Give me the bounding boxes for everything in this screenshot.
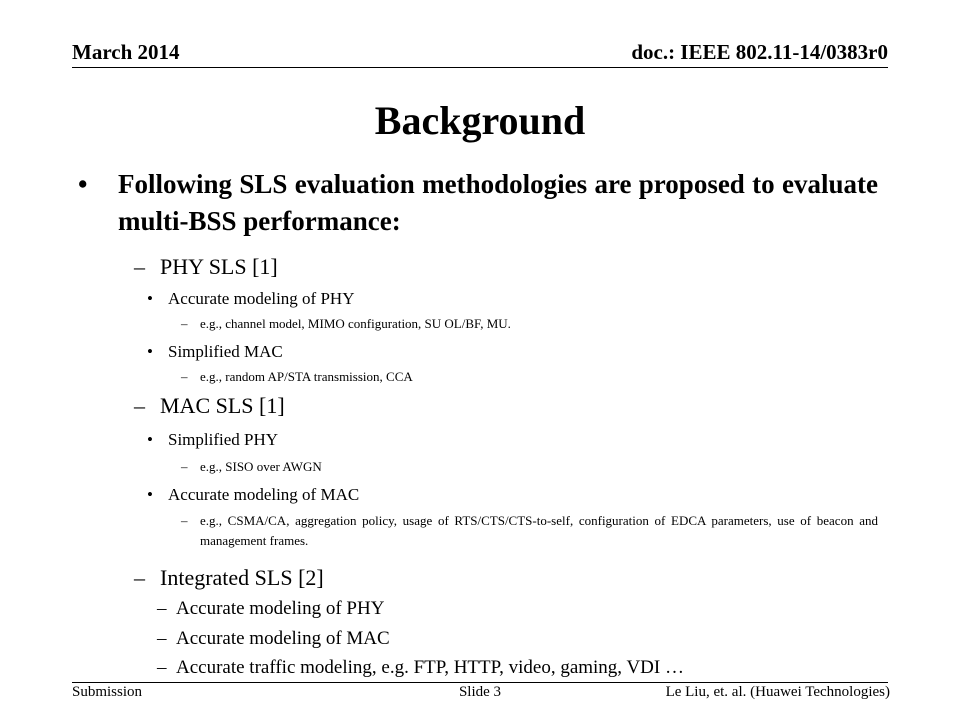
section-heading-text: Integrated SLS [2] [160,565,324,590]
bullet-icon: • [147,342,153,361]
header-doc-number: doc.: IEEE 802.11-14/0383r0 [631,40,888,64]
section-heading-text: PHY SLS [1] [160,254,278,279]
section-point-detail [181,314,878,334]
dash-icon: – [181,316,188,331]
section-item-text: Accurate modeling of MAC [176,628,390,649]
section-point-detail-text: e.g., SISO over AWGN [200,459,322,474]
section-point-text: Accurate modeling of PHY [168,289,355,308]
section-item-text: Accurate modeling of PHY [176,598,385,619]
section-point [147,429,279,451]
footer-divider [72,682,888,683]
section-heading-integrated-sls [134,564,324,592]
section-point-text: Accurate modeling of MAC [168,485,360,504]
section-point-detail-text: e.g., CSMA/CA, aggregation policy, usage of RTS/CTS/CTS-to-self, configuration of EDCA parameters, use of beacon and management frames. [200,513,878,548]
section-item-text: Accurate traffic modeling, e.g. FTP, HTTP, video, gaming, VDI … [176,657,684,678]
section-point-text: Simplified MAC [168,342,283,361]
section-item [157,654,684,682]
dash-icon: – [157,628,167,649]
section-item [157,625,390,653]
section-point [147,341,283,363]
dash-icon: – [181,369,188,384]
section-point [147,484,360,506]
section-point-detail-text: e.g., channel model, MIMO configuration, SU OL/BF, MU. [200,316,511,331]
bullet-icon: • [78,169,88,199]
section-point-text: Simplified PHY [168,430,279,449]
section-heading-text: MAC SLS [1] [160,393,285,418]
section-heading-phy-sls [134,253,278,281]
dash-icon: – [134,565,145,590]
footer-slide-number: Slide 3 [458,684,502,700]
dash-icon: – [157,657,167,678]
bullet-icon: • [147,485,153,504]
section-point-detail [181,367,878,387]
section-point-detail [181,457,878,477]
bullet-icon: • [147,430,153,449]
section-heading-mac-sls [134,392,285,420]
intro-text: Following SLS evaluation methodologies are proposed to evaluate multi-BSS performance: [118,169,878,236]
header-date: March 2014 [72,40,180,64]
dash-icon: – [134,393,145,418]
bullet-icon: • [147,289,153,308]
section-item [157,595,385,623]
dash-icon: – [134,254,145,279]
footer-author: Le Liu, et. al. (Huawei Technologies) [665,684,890,700]
dash-icon: – [181,513,188,528]
dash-icon: – [181,459,188,474]
section-point-detail [181,511,878,551]
slide-title: Background [374,98,586,143]
header-divider [72,67,888,68]
slide-body [0,166,960,682]
section-point-detail-text: e.g., random AP/STA transmission, CCA [200,369,413,384]
section-point [147,288,355,310]
footer-submission: Submission [72,684,143,700]
dash-icon: – [157,598,167,619]
intro-bullet [78,166,878,240]
